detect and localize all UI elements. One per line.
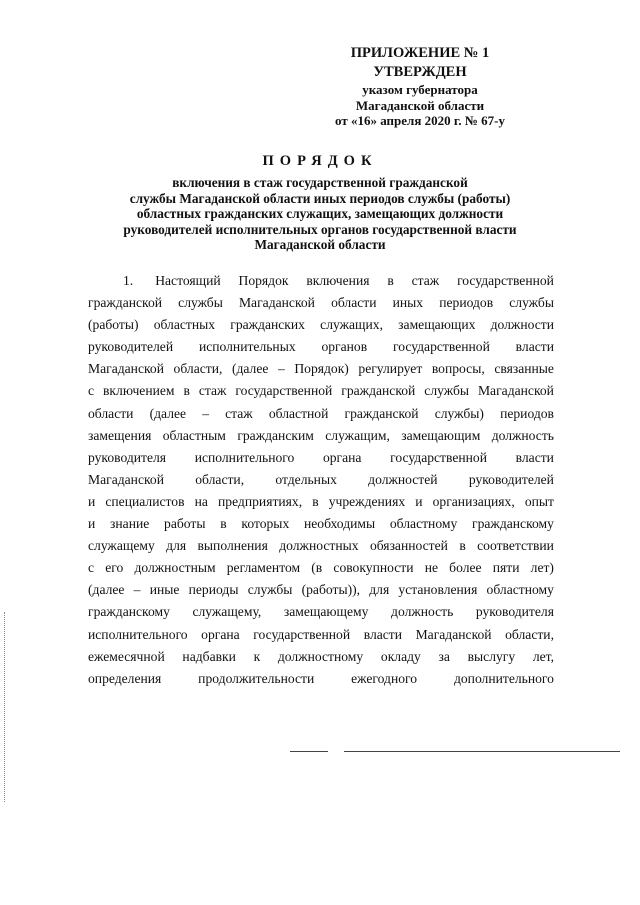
word: власти: [515, 339, 554, 355]
word: для: [166, 538, 187, 554]
word: включения: [306, 273, 370, 288]
word: органа: [201, 626, 240, 642]
text-line: [88, 314, 554, 336]
word: знание: [110, 516, 150, 532]
word: гражданской: [88, 295, 163, 311]
word: гражданской: [341, 383, 416, 399]
text-line: [88, 624, 554, 646]
word: руководителя: [88, 449, 167, 465]
document-title: ПОРЯДОК: [262, 153, 378, 169]
text-line: [88, 380, 554, 402]
word: для: [369, 582, 390, 598]
word: Порядок: [238, 273, 289, 288]
word: за: [438, 648, 450, 664]
word: стаж: [411, 273, 440, 288]
word: областных: [153, 317, 216, 333]
word: выслугу: [467, 648, 516, 664]
text-line: [88, 557, 554, 579]
word: должностному: [277, 648, 364, 664]
subtitle-line: Магаданской области: [254, 237, 386, 252]
text-line: [88, 336, 554, 358]
text-line: [88, 491, 554, 513]
word: должностным: [134, 560, 216, 576]
word: специалистов: [105, 493, 185, 509]
word: в: [387, 273, 394, 288]
word: службы: [178, 295, 223, 311]
word: предприятиях,: [218, 493, 303, 509]
word: должностных: [279, 538, 359, 554]
subtitle-line: областных гражданских служащих, замещающих должности: [136, 206, 504, 221]
word: Магаданской: [477, 383, 554, 399]
word: регламентом: [226, 560, 301, 576]
word: служащему,: [192, 604, 262, 620]
decree-date-number: от «16» апреля 2020 г. № 67-у: [335, 113, 505, 128]
text-line: [88, 469, 554, 491]
word: руководителя: [475, 604, 554, 620]
word: области,: [195, 471, 245, 487]
word: области: [88, 405, 134, 421]
word: с: [88, 560, 95, 576]
word: (далее: [88, 582, 125, 598]
word: лет): [530, 560, 554, 576]
word: –: [133, 582, 141, 598]
word: Магаданской: [88, 471, 164, 487]
word: и: [415, 493, 423, 509]
word: гражданских: [230, 317, 305, 333]
decree-line-2: Магаданской области: [355, 97, 485, 113]
word: определения: [88, 670, 162, 686]
word: продолжительности: [198, 670, 315, 686]
word: организациях,: [432, 493, 515, 509]
word: ежегодного: [351, 670, 418, 686]
word: должность: [391, 604, 454, 620]
word: работы: [164, 516, 206, 532]
decree-line-1: указом губернатора: [362, 82, 478, 97]
word: Магаданской: [415, 626, 492, 642]
word: включением: [103, 383, 175, 399]
word: в: [220, 516, 227, 532]
word: иных: [392, 295, 424, 311]
word: Порядок): [294, 361, 349, 377]
word: в: [459, 538, 466, 554]
word: органов: [321, 339, 368, 355]
text-line: [155, 270, 554, 292]
word: (далее: [231, 361, 269, 377]
word: периодов: [500, 405, 554, 421]
word: совокупности: [333, 560, 414, 576]
word: в: [312, 493, 319, 509]
paragraph-1: [88, 270, 554, 690]
word: опыт: [524, 493, 554, 509]
footer-rule-left: [290, 751, 328, 752]
word: (работы)),: [301, 582, 361, 598]
scan-margin-mark: [4, 612, 7, 802]
paragraph-number: 1.: [123, 273, 134, 288]
word: учреждениях: [328, 493, 406, 509]
word: периодов: [439, 295, 494, 311]
word: должностей: [368, 471, 438, 487]
word: необходимы: [304, 516, 376, 532]
word: более: [449, 560, 482, 576]
word: обязанностей: [369, 538, 448, 554]
word: власти: [515, 449, 554, 465]
word: исполнительных: [198, 339, 296, 355]
word: выполнения: [197, 538, 268, 554]
word: Магаданской: [88, 361, 164, 377]
word: гражданскому: [88, 604, 170, 620]
word: связанные: [494, 361, 554, 377]
word: области: [331, 295, 377, 311]
text-line: [88, 425, 554, 447]
word: (далее: [149, 405, 187, 421]
word: государственной: [390, 449, 487, 465]
word: замещения: [88, 427, 152, 443]
word: областной: [268, 405, 329, 421]
word: гражданскому: [472, 516, 554, 532]
word: государственной: [392, 339, 490, 355]
word: исполнительного: [88, 626, 188, 642]
word: окладу: [380, 648, 421, 664]
word: на: [194, 493, 208, 509]
word: –: [277, 361, 285, 377]
word: службы: [509, 295, 554, 311]
word: (работы): [88, 317, 139, 333]
text-line: [88, 358, 554, 380]
word: надбавки: [182, 648, 236, 664]
word: в: [183, 383, 190, 399]
word: установления: [398, 582, 478, 598]
word: вопросы,: [431, 361, 485, 377]
word: службы): [434, 405, 484, 421]
word: иные: [149, 582, 180, 598]
word: не: [424, 560, 438, 576]
subtitle-line: включения в стаж государственной гражданской: [172, 175, 468, 190]
word: лет,: [532, 648, 554, 664]
word: с: [88, 383, 95, 399]
text-line: [88, 403, 554, 425]
word: служащих,: [320, 317, 383, 333]
word: исполнительного: [194, 449, 295, 465]
word: государственной: [235, 383, 333, 399]
appendix-number: ПРИЛОЖЕНИЕ № 1: [350, 45, 490, 61]
word: руководителей: [88, 339, 174, 355]
text-line: [88, 292, 554, 314]
word: руководителей: [468, 471, 554, 487]
word: власти: [363, 626, 403, 642]
word: регулирует: [358, 361, 423, 377]
approved-label: УТВЕРЖДЕН: [373, 64, 467, 80]
word: гражданской: [344, 405, 419, 421]
word: отдельных: [275, 471, 337, 487]
word: органа: [322, 449, 362, 465]
subtitle-line: руководителей исполнительных органов государственной власти: [123, 221, 517, 237]
text-line: [88, 668, 554, 690]
word: к: [253, 648, 261, 664]
word: его: [105, 560, 124, 576]
word: соответствии: [477, 538, 554, 554]
word: дополнительного: [453, 670, 554, 686]
text-line: [88, 513, 554, 535]
text-line: [88, 579, 554, 601]
word: гражданским: [237, 427, 314, 443]
word: –: [202, 405, 209, 421]
word: (в: [311, 560, 323, 576]
word: областным: [162, 427, 226, 443]
word: должности: [490, 317, 554, 333]
word: государственной: [457, 273, 554, 288]
document-heading: [100, 153, 540, 253]
word: областному: [486, 582, 554, 598]
word: замещающим: [401, 427, 481, 443]
paragraph-first-line: [88, 270, 554, 292]
approval-stamp-block: [290, 44, 550, 129]
word: периоды: [188, 582, 239, 598]
footer-rule-right: [344, 751, 620, 752]
word: Магаданской: [238, 295, 315, 311]
word: служащему: [88, 538, 155, 554]
word: должность: [491, 427, 554, 443]
text-line: [88, 646, 554, 668]
word: службы: [247, 582, 293, 598]
word: службы: [424, 383, 469, 399]
word: области,: [505, 626, 554, 642]
word: и: [88, 493, 96, 509]
word: которых: [241, 516, 290, 532]
subtitle-line: службы Магаданской области иных периодов службы (работы): [129, 190, 511, 206]
word: замещающему: [283, 604, 369, 620]
text-line: [88, 447, 554, 469]
text-line: [88, 535, 554, 557]
word: стаж: [225, 405, 253, 421]
word: областному: [389, 516, 458, 532]
word: ежемесячной: [88, 648, 165, 664]
word: замещающих: [398, 317, 476, 333]
word: и: [88, 516, 96, 532]
word: области,: [173, 361, 223, 377]
word: Настоящий: [155, 273, 221, 288]
word: стаж: [198, 383, 227, 399]
word: государственной: [253, 626, 351, 642]
word: пяти: [492, 560, 520, 576]
text-line: [88, 601, 554, 623]
word: служащим,: [325, 427, 390, 443]
